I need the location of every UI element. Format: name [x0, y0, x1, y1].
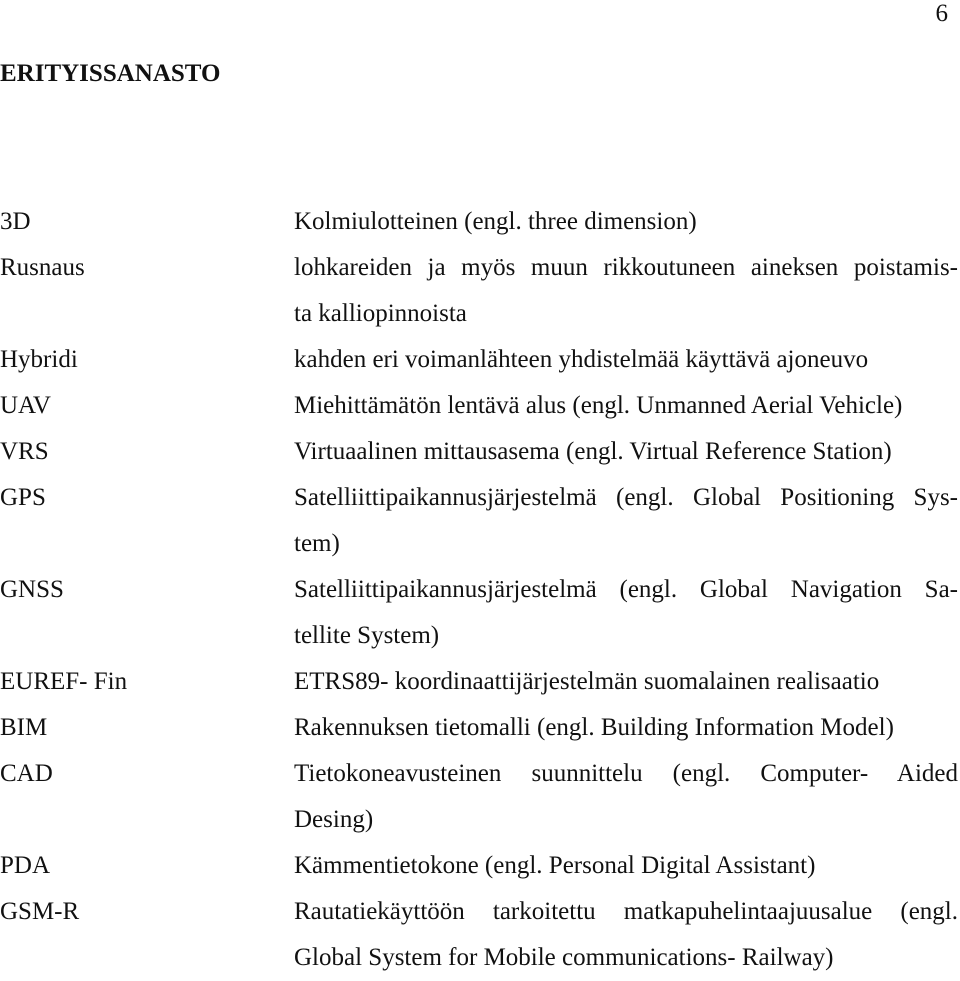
glossary-definition	[294, 751, 958, 843]
definition-line: Desing)	[294, 806, 374, 833]
definition-line: Tietokoneavusteinen suunnittelu (engl. Computer- Aided	[294, 760, 958, 787]
glossary-term: BIM	[0, 714, 48, 741]
definition-line: Global System for Mobile communications- Railway)	[294, 944, 834, 971]
glossary-entry-3d	[0, 199, 960, 245]
glossary-definition	[294, 705, 958, 751]
glossary-definition	[294, 475, 958, 567]
definition-line: Satelliittipaikannusjärjestelmä (engl. Global Navigation Sa-	[294, 576, 958, 603]
glossary-entry-cad	[0, 751, 960, 843]
glossary-term: PDA	[0, 852, 51, 879]
definition-line: Kämmentietokone (engl. Personal Digital Assistant)	[294, 852, 816, 879]
glossary-entry-euref-fin	[0, 659, 960, 705]
glossary-entry-bim	[0, 705, 960, 751]
glossary-definition	[294, 199, 958, 245]
glossary-term: VRS	[0, 438, 49, 465]
glossary-term: 3D	[0, 208, 31, 235]
glossary-definition	[294, 245, 958, 337]
definition-line: Rakennuksen tietomalli (engl. Building Information Model)	[294, 714, 894, 741]
glossary-term: UAV	[0, 392, 51, 419]
glossary-term: CAD	[0, 760, 53, 787]
glossary-entry-rusnaus	[0, 245, 960, 337]
definition-line: Rautatiekäyttöön tarkoitettu matkapuhelintaajuusalue (engl.	[294, 898, 958, 925]
glossary-entry-gsm-r	[0, 889, 960, 981]
glossary-entry-gnss	[0, 567, 960, 659]
glossary-list	[0, 199, 960, 981]
page-number: 6	[935, 0, 948, 27]
definition-line: ETRS89- koordinaattijärjestelmän suomalainen realisaatio	[294, 668, 880, 695]
glossary-term: EUREF- Fin	[0, 668, 128, 695]
glossary-definition	[294, 383, 958, 429]
definition-line: kahden eri voimanlähteen yhdistelmää käyttävä ajoneuvo	[294, 346, 869, 373]
definition-line: Virtuaalinen mittausasema (engl. Virtual Reference Station)	[294, 438, 892, 465]
glossary-definition	[294, 567, 958, 659]
glossary-definition	[294, 337, 958, 383]
definition-line: Miehittämätön lentävä alus (engl. Unmanned Aerial Vehicle)	[294, 392, 903, 419]
glossary-term: Rusnaus	[0, 254, 85, 281]
glossary-definition	[294, 843, 958, 889]
glossary-term: GSM-R	[0, 898, 80, 925]
definition-line: tem)	[294, 530, 340, 557]
glossary-entry-hybridi	[0, 337, 960, 383]
glossary-entry-vrs	[0, 429, 960, 475]
definition-line: Satelliittipaikannusjärjestelmä (engl. Global Positioning Sys-	[294, 484, 958, 511]
glossary-entry-pda	[0, 843, 960, 889]
definition-line: tellite System)	[294, 622, 440, 649]
glossary-entry-uav	[0, 383, 960, 429]
page-title: ERITYISSANASTO	[0, 60, 221, 87]
definition-line: Kolmiulotteinen (engl. three dimension)	[294, 208, 697, 235]
glossary-term: Hybridi	[0, 346, 78, 373]
glossary-term: GPS	[0, 484, 46, 511]
definition-line: ta kalliopinnoista	[294, 300, 467, 327]
glossary-definition	[294, 889, 958, 981]
glossary-entry-gps	[0, 475, 960, 567]
glossary-definition	[294, 659, 958, 705]
glossary-term: GNSS	[0, 576, 64, 603]
definition-line: lohkareiden ja myös muun rikkoutuneen aineksen poistamis-	[294, 254, 958, 281]
glossary-definition	[294, 429, 958, 475]
